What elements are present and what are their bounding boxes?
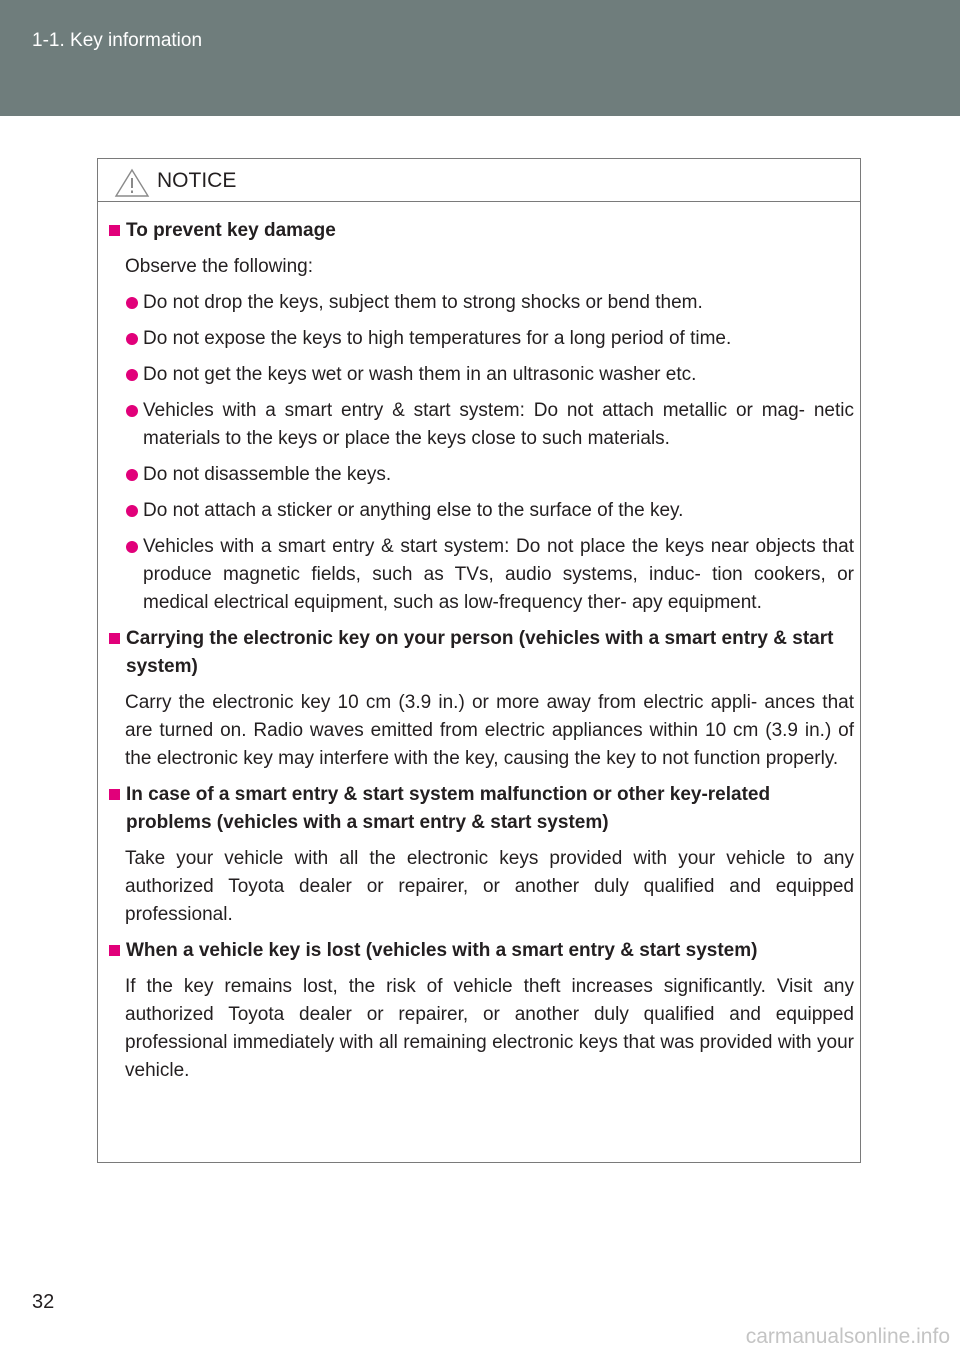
dot-bullet-icon xyxy=(126,297,138,309)
list-item: Vehicles with a smart entry & start system: Do not place the keys near objects that produce magnetic fields, such as TVs, audio systems, induc- tion cookers, or medical electrical equipment, such as low-frequency ther- apy equipment. xyxy=(108,533,854,617)
list-item: Vehicles with a smart entry & start system: Do not attach metallic or mag- netic materials to the keys or place the keys close to such materials. xyxy=(108,397,854,453)
section-heading: Carrying the electronic key on your person (vehicles with a smart entry & start system) xyxy=(108,625,854,681)
section-heading: In case of a smart entry & start system malfunction or other key-related problems (vehicles with a smart entry & start system) xyxy=(108,781,854,837)
list-item: Do not drop the keys, subject them to strong shocks or bend them. xyxy=(108,289,854,317)
dot-bullet-icon xyxy=(126,505,138,517)
square-bullet-icon xyxy=(109,225,120,236)
dot-bullet-icon xyxy=(126,405,138,417)
square-bullet-icon xyxy=(109,789,120,800)
section-heading: When a vehicle key is lost (vehicles with a smart entry & start system) xyxy=(108,937,854,965)
notice-header xyxy=(98,159,860,202)
square-bullet-icon xyxy=(109,633,120,644)
page-number: 32 xyxy=(32,1291,55,1313)
notice-content xyxy=(108,217,854,1085)
dot-bullet-icon xyxy=(126,333,138,345)
notice-title: NOTICE xyxy=(157,169,237,192)
section-body: Take your vehicle with all the electronic keys provided with your vehicle to any authorized Toyota dealer or repairer, or another duly qualified and equipped professional. xyxy=(125,848,854,925)
warning-triangle-icon xyxy=(114,168,150,198)
dot-bullet-icon xyxy=(126,469,138,481)
header-bar xyxy=(0,0,960,116)
section-body: Carry the electronic key 10 cm (3.9 in.) or more away from electric appli- ances that are turned on. Radio waves emitted from electric appliances within 10 cm (3.9 in.) of the electronic key may interfere with the key, causing the key to not function properly. xyxy=(125,692,854,769)
dot-bullet-icon xyxy=(126,369,138,381)
section-body: If the key remains lost, the risk of vehicle theft increases significantly. Visit any authorized Toyota dealer or repairer, or another duly qualified and equipped professional immediately with all remaining electronic keys that was provided with your vehicle. xyxy=(125,976,854,1081)
list-item: Do not get the keys wet or wash them in an ultrasonic washer etc. xyxy=(108,361,854,389)
section-heading: To prevent key damage xyxy=(108,217,854,245)
list-item: Do not disassemble the keys. xyxy=(108,461,854,489)
square-bullet-icon xyxy=(109,945,120,956)
list-item: Do not attach a sticker or anything else to the surface of the key. xyxy=(108,497,854,525)
list-item: Do not expose the keys to high temperatures for a long period of time. xyxy=(108,325,854,353)
notice-box xyxy=(97,158,861,1163)
section-intro: Observe the following: xyxy=(125,256,313,277)
dot-bullet-icon xyxy=(126,541,138,553)
section-title: 1-1. Key information xyxy=(32,30,203,51)
watermark: carmanualsonline.info xyxy=(745,1325,950,1348)
